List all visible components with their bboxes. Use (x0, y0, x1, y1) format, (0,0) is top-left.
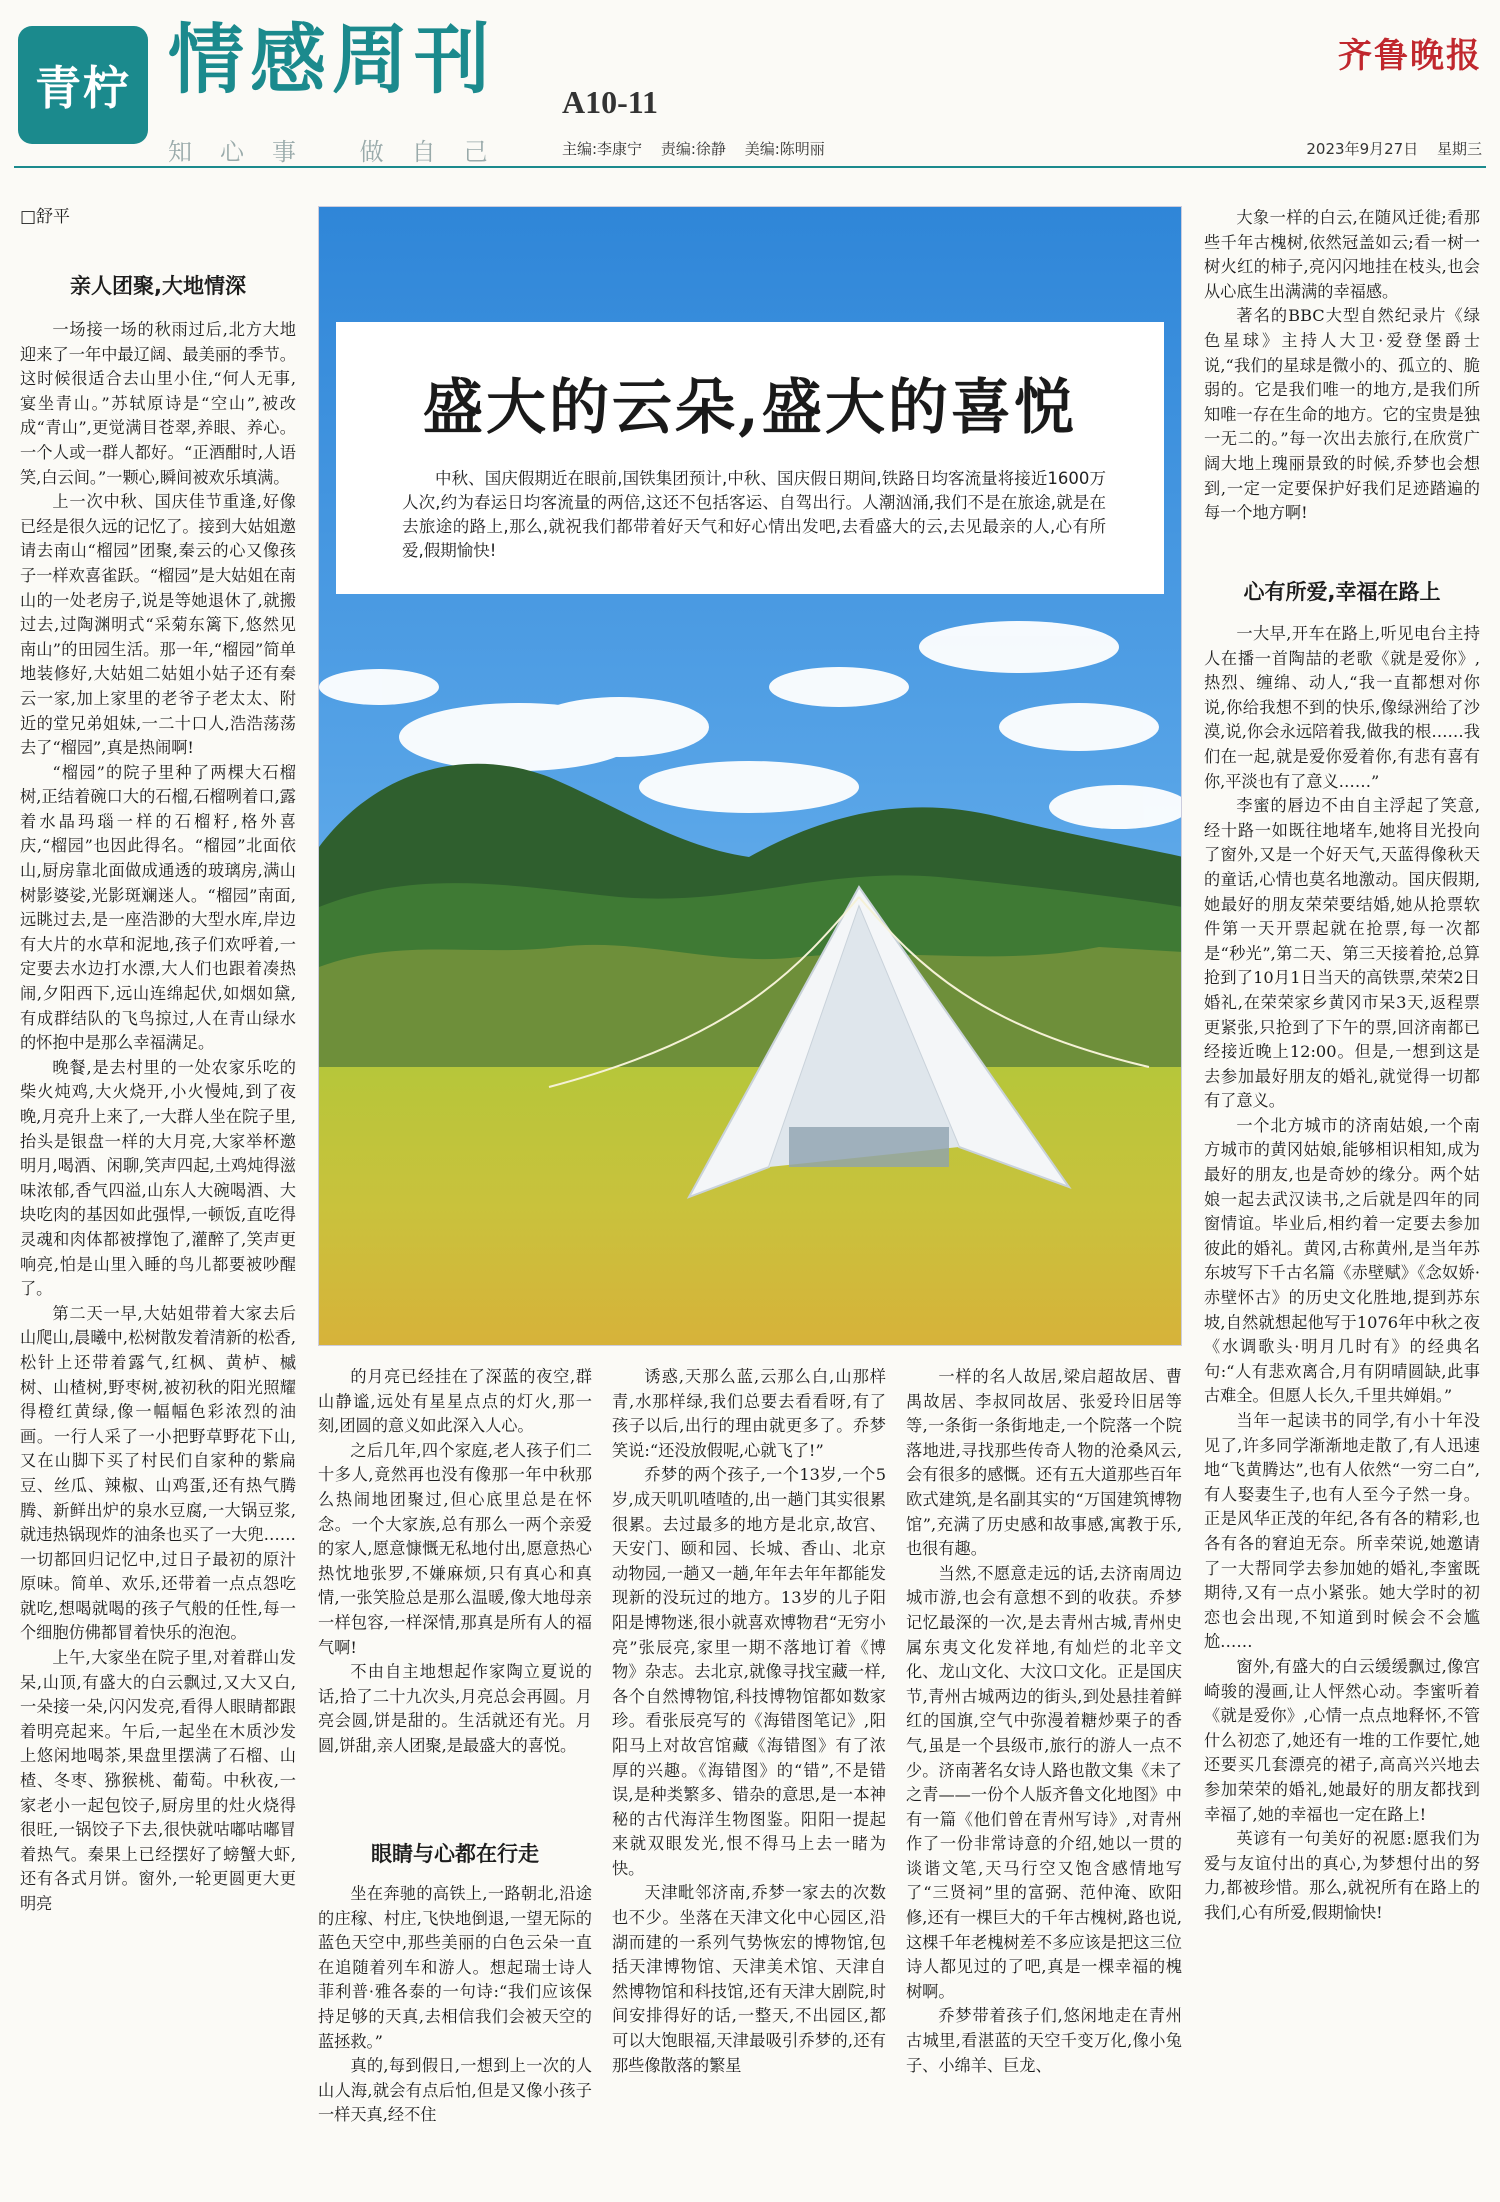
paragraph: 真的,每到假日,一想到上一次的人山人海,就会有点后怕,但是又像小孩子一样天真,经不住 (318, 2056, 592, 2125)
paragraph: 窗外,有盛大的白云缓缓飘过,像宫崎骏的漫画,让人怦然心动。李蜜听着《就是爱你》,心情一点点地释怀,不管什么初恋了,她还有一堆的工作要忙,她还要买几套漂亮的裙子,高高兴兴地去参加荣荣的婚礼,她最好的朋友都找到幸福了,她的幸福也一定在路上! (1204, 1656, 1480, 1824)
chief-editor: 主编:李康宁 (562, 140, 643, 158)
paragraph: 著名的BBC大型自然纪录片《绿色星球》主持人大卫·爱登堡爵士说,“我们的星球是微小的、孤立的、脆弱的。它是我们唯一的地方,是我们所知唯一存在生命的地方。它的宝贵是独一无二的。”每一次出去旅行,在欣赏广阔大地上瑰丽景致的时候,乔梦也会想到,一定一定要保护好我们足迹踏遍的每一个地方啊! (1204, 306, 1480, 523)
paragraph: 乔梦的两个孩子,一个13岁,一个5岁,成天叽叽喳喳的,出一趟门其实很累很累。去过最多的地方是北京,故宫、天安门、颐和园、长城、香山、北京动物园,一趟又一趟,年年去年年都能发现新的没玩过的地方。13岁的儿子阳阳是博物迷,很小就喜欢博物君“无穷小亮”张辰亮,家里一期不落地订着《博物》杂志。去北京,就像寻找宝藏一样,各个自然博物馆,科技博物馆都如数家珍。看张辰亮写的《海错图笔记》,阳阳马上对故宫馆藏《海错图》有了浓厚的兴趣。《海错图》的“错”,不是错误,是种类繁多、错杂的意思,是一本神秘的古代海洋生物图鉴。阳阳一提起来就双眼发光,恨不得马上去一睹为快。 (612, 1465, 886, 1878)
paragraph: 晚餐,是去村里的一处农家乐吃的柴火炖鸡,大火烧开,小火慢炖,到了夜晚,月亮升上来了,一大群人坐在院子里,抬头是银盘一样的大月亮,大家举杯邀明月,喝酒、闲聊,笑声四起,土鸡炖得滋味浓郁,香气四溢,山东人大碗喝酒、大块吃肉的基因如此强悍,一顿饭,直吃得灵魂和肉体都被撑饱了,灌醉了,笑声更响亮,怕是山里入睡的鸟儿都要被吵醒了。 (20, 1057, 296, 1299)
weekday-text: 星期三 (1436, 140, 1482, 158)
section-title: 情感周刊 (168, 15, 496, 104)
headline-box (336, 322, 1164, 594)
paragraph: 坐在奔驰的高铁上,一路朝北,沿途的庄稼、村庄,飞快地倒退,一望无际的蓝色天空中,那些美丽的白色云朵一直在追随着列车和游人。想起瑞士诗人菲利普·雅各泰的一句诗:“我们应该保持足够的天真,去相信我们会被天空的蓝拯救。” (318, 1884, 592, 2051)
paragraph: 李蜜的唇边不由自主浮起了笑意,经十路一如既往地堵车,她将目光投向了窗外,又是一个好天气,天蓝得像秋天的童话,心情也莫名地激动。国庆假期,她最好的朋友荣荣要结婚,她从抢票软件第一天开票起就在抢票,每一次都是“秒光”,第二天、第三天接着抢,总算抢到了10月1日当天的高铁票,荣荣2日婚礼,在荣荣家乡黄冈市呆3天,返程票更紧张,只抢到了下午的票,回济南都已经接近晚上12:00。但是,一想到这是去参加最好朋友的婚礼,就觉得一切都有了意义。 (1204, 796, 1480, 1111)
paragraph: 的月亮已经挂在了深蓝的夜空,群山静谧,远处有星星点点的灯火,那一刻,团圆的意义如此深入人心。 (318, 1367, 592, 1436)
section-logo (18, 26, 148, 144)
paragraph: 天津毗邻济南,乔梦一家去的次数也不少。坐落在天津文化中心园区,沿湖而建的一系列气势恢宏的博物馆,包括天津博物馆、天津美术馆、天津自然博物馆和科技馆,还有天津大剧院,时间安排得好的话,一整天,不出园区,都可以大饱眼福,天津最吸引乔梦的,还有那些像散落的繁星 (612, 1883, 886, 2075)
article-headline: 盛大的云朵,盛大的喜悦 (423, 373, 1077, 443)
header-rule (14, 166, 1486, 168)
paragraph: 一个北方城市的济南姑娘,一个南方城市的黄冈姑娘,能够相识相知,成为最好的朋友,也是奇妙的缘分。两个姑娘一起去武汉读书,之后就是四年的同窗情谊。毕业后,相约着一定要去参加彼此的婚礼。黄冈,古称黄州,是当年苏东坡写下千古名篇《赤壁赋》《念奴娇·赤壁怀古》的历史文化胜地,提到苏东坡,自然就想起他写于1076年中秋之夜《水调歌头·明月几时有》的经典名句:“人有悲欢离合,月有阴晴圆缺,此事古难全。但愿人长久,千里共婵娟。” (1204, 1115, 1480, 1406)
masthead (0, 0, 1500, 166)
column-5-bottom (1204, 622, 1480, 2190)
paragraph: 上一次中秋、国庆佳节重逢,好像已经是很久远的记忆了。接到大姑姐邀请去南山“榴园”团聚,秦云的心又像孩子一样欢喜雀跃。“榴园”是大姑姐在南山的一处老房子,说是等她退休了,就搬过去,过陶渊明式“采菊东篱下,悠然见南山”的田园生活。那一年,“榴园”简单地装修好,大姑姐二姑姐小姑子还有秦云一家,加上家里的老爷子老太太、附近的堂兄弟姐妹,一二十口人,浩浩荡荡去了“榴园”,真是热闹啊! (20, 492, 296, 758)
section-logo-text: 青柠 (35, 61, 131, 115)
paragraph: 诱惑,天那么蓝,云那么白,山那样青,水那样绿,我们总要去看看呀,有了孩子以后,出行的理由就更多了。乔梦笑说:“还没放假呢,心就飞了!” (612, 1367, 886, 1460)
art-editor: 美编:陈明丽 (744, 140, 825, 158)
paragraph: 英谚有一句美好的祝愿:愿我们为爱与友谊付出的真心,为梦想付出的努力,都被珍惜。那么,就祝所有在路上的我们,心有所爱,假期愉快! (1204, 1829, 1480, 1922)
paragraph: 一场接一场的秋雨过后,北方大地迎来了一年中最辽阔、最美丽的季节。这时候很适合去山里小住,“何人无事,宴坐青山。”苏轼原诗是“空山”,被改成“青山”,更觉满目苍翠,养眼、养心。一个人或一群人都好。“正酒酣时,人语笑,白云间。”一颗心,瞬间被欢乐填满。 (20, 320, 296, 487)
subheading-2: 眼睛与心都在行走 (371, 1842, 539, 1866)
paragraph: 之后几年,四个家庭,老人孩子们二十多人,竟然再也没有像那一年中秋那么热闹地团聚过,但心底里总是在怀念。一个大家族,总有那么一两个亲爱的家人,愿意慷慨无私地付出,愿意热心热忱地张罗,不嫌麻烦,只有真心和真情,一张笑脸总是那么温暖,像大地母亲一样包容,一样深情,那真是所有人的福气啊! (318, 1440, 592, 1657)
paragraph: 一样的名人故居,梁启超故居、曹禺故居、李叔同故居、张爱玲旧居等等,一条街一条街地走,一个院落一个院落地进,寻找那些传奇人物的沧桑风云,会有很多的感慨。还有五大道那些百年欧式建筑,是名副其实的“万国建筑博物馆”,充满了历史感和故事感,寓教于乐,也很有趣。 (906, 1367, 1182, 1559)
column-5-top (1204, 206, 1480, 546)
paragraph: 上午,大家坐在院子里,对着群山发呆,山顶,有盛大的白云飘过,又大又白,一朵接一朵,闪闪发亮,看得人眼睛都跟着明亮起来。午后,一起坐在木质沙发上悠闲地喝茶,果盘里摆满了石榴、山楂、冬枣、猕猴桃、葡萄。中秋夜,一家老小一起包饺子,厨房里的灶火烧得很旺,一锅饺子下去,很快就咕嘟咕嘟冒着热气。秦果上已经摆好了螃蟹大虾,还有各式月饼。窗外,一轮更圆更大更明亮 (20, 1648, 296, 1913)
paragraph: 第二天一早,大姑姐带着大家去后山爬山,晨曦中,松树散发着清新的松香,松针上还带着露气,红枫、黄栌、槭树、山楂树,野枣树,被初秋的阳光照耀得橙红黄绿,像一幅幅色彩浓烈的油画。一行人采了一小把野草野花下山,又在山脚下买了村民们自家种的紫扁豆、丝瓜、辣椒、山鸡蛋,还有热气腾腾、新鲜出炉的泉水豆腐,一大锅豆浆,就违热锅现炸的油条也买了一大兜……一切都回归记忆中,过日子最初的原汁原味。简单、欢乐,还带着一点点怨吃就吃,想喝就喝的孩子气般的任性,每一个细胞仿佛都冒着快乐的泡泡。 (20, 1303, 296, 1643)
paragraph: 乔梦带着孩子们,悠闲地走在青州古城里,看湛蓝的天空千变万化,像小兔子、小绵羊、巨龙、 (906, 2006, 1182, 2075)
issue-date (1292, 138, 1482, 159)
duty-editor: 责编:徐静 (660, 140, 726, 158)
column-1 (20, 318, 296, 2188)
column-2-bottom (318, 1882, 592, 2192)
section-slogan: 知心事 做自己 (168, 138, 516, 166)
column-4 (906, 1365, 1182, 2191)
date-text: 2023年9月27日 (1306, 140, 1419, 158)
paragraph: 当然,不愿意走远的话,去济南周边城市游,也会有意想不到的收获。乔梦记忆最深的一次,是去青州古城,青州史属东夷文化发祥地,有灿烂的北辛文化、龙山文化、大汶口文化。正是国庆节,青州古城两边的街头,到处悬挂着鲜红的国旗,空气中弥漫着糖炒栗子的香气,虽是一个县级市,旅行的游人一点不少。济南著名女诗人路也散文集《未了之青——一份个人版齐鲁文化地图》中有一篇《他们曾在青州写诗》,对青州作了一份非常诗意的介绍,她以一贯的谈谐文笔,天马行空又饱含感情地写了“三贤祠”里的富弼、范仲淹、欧阳修,还有一棵巨大的千年古槐树,路也说,这棵千年老槐树差不多应该是把这三位诗人都见过的了吧,真是一棵幸福的槐树啊。 (906, 1563, 1182, 2001)
paragraph: 不由自主地想起作家陶立夏说的话,拾了二十九次头,月亮总会再圆。月亮会圆,饼是甜的。生活就还有光。月圆,饼甜,亲人团聚,是最盛大的喜悦。 (318, 1662, 592, 1755)
article-lead: 中秋、国庆假期近在眼前,国铁集团预计,中秋、国庆假日期间,铁路日均客流量将接近1600万人次,约为春运日均客流量的两倍,这还不包括客运、自驾出行。人潮汹涌,我们不是在旅途,就是在去旅途的路上,那么,就祝我们都带着好天气和好心情出发吧,去看盛大的云,去见最亲的人,心有所爱,假期愉快! (402, 469, 1106, 560)
editor-credits (562, 138, 839, 159)
paragraph: “榴园”的院子里种了两棵大石榴树,正结着碗口大的石榴,石榴咧着口,露着水晶玛瑙一样的石榴籽,格外喜庆,“榴园”也因此得名。“榴园”北面依山,厨房靠北面做成通透的玻璃房,满山树影婆娑,光影斑斓迷人。“榴园”南面,远眺过去,是一座浩渺的大型水库,岸边有大片的水草和泥地,孩子们欢呼着,一定要去水边打水漂,大人们也跟着凑热闹,夕阳西下,远山连绵起伏,如烟如黛,有成群结队的飞鸟掠过,人在青山绿水的怀抱中是那么幸福满足。 (20, 762, 296, 1053)
newspaper-brand: 齐鲁晚报 (1338, 36, 1482, 76)
column-2-top (318, 1365, 592, 1815)
paragraph: 当年一起读书的同学,有小十年没见了,许多同学渐渐地走散了,有人迅速地“飞黄腾达”,也有人依然“一穷二白”,有人娶妻生子,也有人至今子然一身。正是风华正茂的年纪,各有各的精彩,也各有各的窘迫无奈。所幸荣说,她邀请了一大帮同学去参加她的婚礼,李蜜既期待,又有一点小紧张。她大学时的初恋也会出现,不知道到时候会不会尴尬…… (1204, 1411, 1480, 1652)
paragraph: 一大早,开车在路上,听见电台主持人在播一首陶喆的老歌《就是爱你》,热烈、缠绵、动人,“我一直都想对你说,你给我想不到的快乐,像绿洲给了沙漠,说,你会永远陪着我,做我的根……我们在一起,就是爱你爱着你,有悲有喜有你,平淡也有了意义……” (1204, 624, 1480, 791)
page-code: A10-11 (562, 84, 658, 120)
subheading-3: 心有所爱,幸福在路上 (1243, 580, 1441, 604)
column-3 (612, 1365, 886, 2191)
author-byline: □舒平 (20, 207, 71, 227)
paragraph: 大象一样的白云,在随风迁徙;看那些千年古槐树,依然冠盖如云;看一树一树火红的柿子,亮闪闪地挂在枝头,也会从心底生出满满的幸福感。 (1204, 208, 1480, 301)
subheading-1: 亲人团聚,大地情深 (70, 274, 246, 298)
